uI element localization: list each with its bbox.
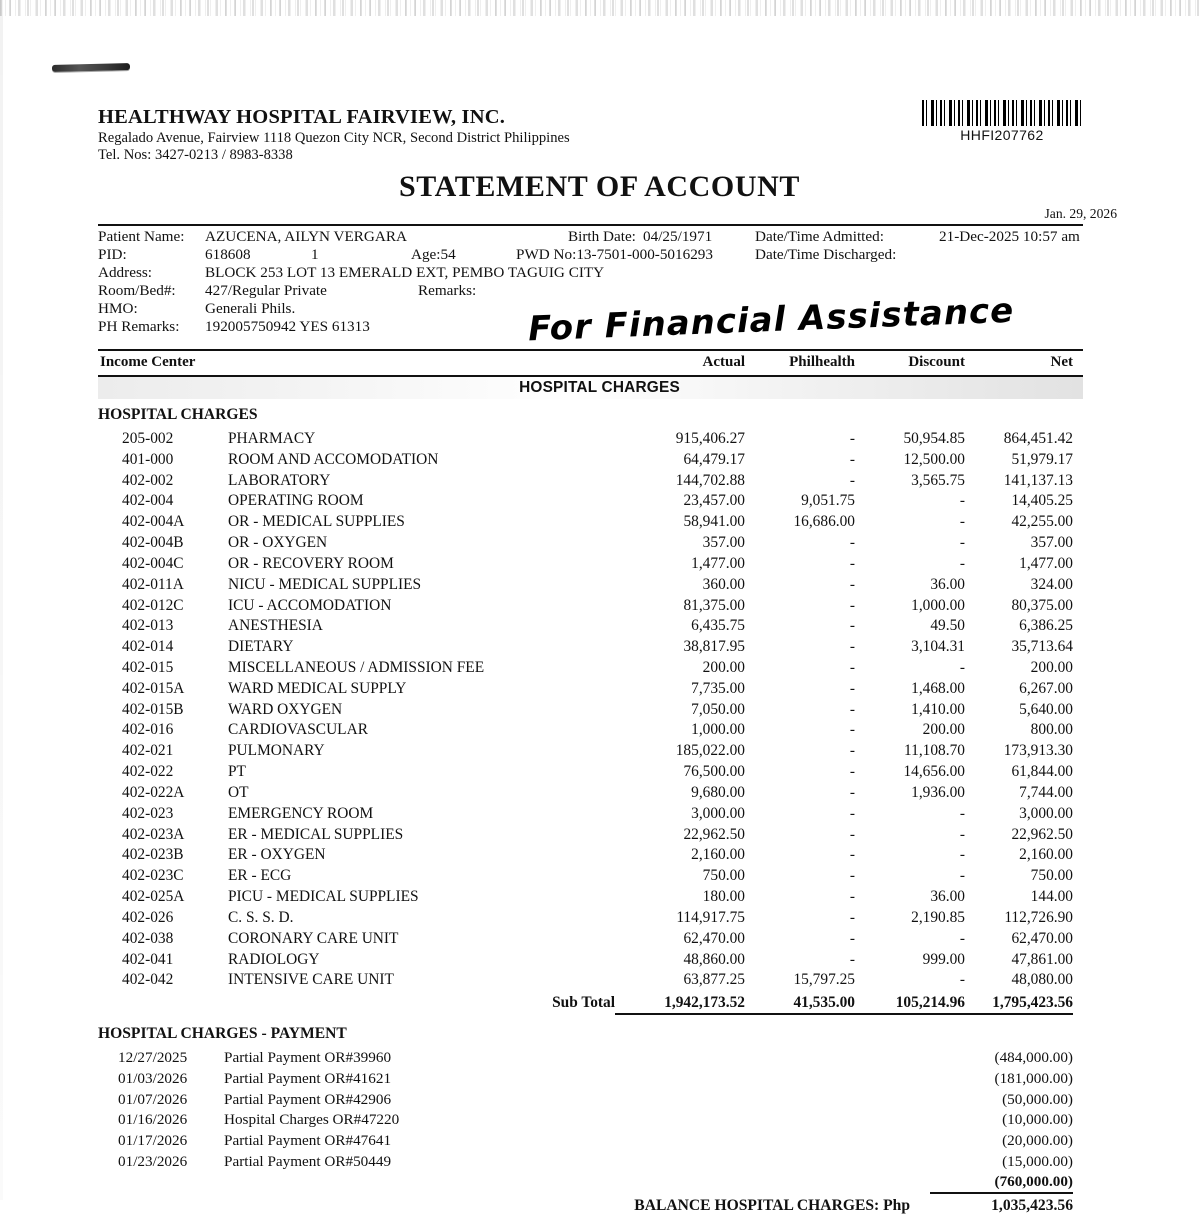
payment-date: 01/03/2026 [118, 1069, 188, 1087]
scan-smudge-artifact [52, 63, 130, 72]
barcode [922, 100, 1082, 143]
row-actual: 81,375.00 [683, 596, 745, 614]
table-row [0, 826, 1199, 847]
payment-date: 01/07/2026 [118, 1090, 188, 1108]
table-row [0, 763, 1199, 784]
row-actual: 915,406.27 [675, 430, 745, 447]
row-philhealth: - [849, 867, 855, 885]
table-row [0, 680, 1199, 701]
subtotal-label: Sub Total [552, 994, 615, 1012]
pid-suffix: 1 [311, 246, 319, 264]
row-description: OT [228, 783, 249, 801]
section-banner-label: HOSPITAL CHARGES [519, 379, 680, 396]
row-income-center-code: 402-022 [122, 763, 174, 781]
row-philhealth: - [849, 554, 855, 572]
row-net: 324.00 [1030, 575, 1073, 593]
pwd-number: PWD No:13-7501-000-5016293 [516, 246, 713, 264]
payment-amount: (20,000.00) [1002, 1131, 1073, 1149]
row-actual: 6,435.75 [691, 617, 745, 635]
table-row [0, 721, 1199, 742]
ph-remarks-value: 192005750942 YES 61313 [205, 318, 370, 336]
hmo-label: HMO: [98, 300, 138, 318]
row-income-center-code: 402-014 [122, 638, 174, 656]
row-philhealth: - [849, 825, 855, 843]
row-description: ICU - ACCOMODATION [228, 596, 392, 614]
row-income-center-code: 402-015B [122, 700, 184, 718]
row-description: PULMONARY [228, 742, 325, 760]
pid-value: 618608 [205, 246, 251, 264]
row-philhealth: - [849, 430, 855, 447]
payment-row [0, 1153, 1199, 1174]
row-actual: 23,457.00 [683, 492, 745, 510]
row-description: OR - MEDICAL SUPPLIES [228, 513, 405, 531]
row-discount: - [959, 971, 965, 989]
row-actual: 1,000.00 [691, 721, 745, 739]
discharged-label: Date/Time Discharged: [755, 246, 897, 264]
row-income-center-code: 402-012C [122, 596, 184, 614]
row-philhealth: - [849, 596, 855, 614]
row-actual: 22,962.50 [683, 825, 745, 843]
row-discount: 49.50 [930, 617, 965, 635]
row-net: 144.00 [1030, 888, 1073, 906]
payment-description: Partial Payment OR#47641 [224, 1131, 392, 1149]
row-net: 6,386.25 [1019, 617, 1073, 635]
hospital-charges-section-title: HOSPITAL CHARGES [98, 406, 258, 423]
row-income-center-code: 402-022A [122, 783, 185, 801]
hmo-value: Generali Phils. [205, 300, 296, 318]
row-net: 6,267.00 [1019, 679, 1073, 697]
row-philhealth: - [849, 721, 855, 739]
row-discount: 12,500.00 [903, 450, 965, 468]
row-description: ROOM AND ACCOMODATION [228, 450, 439, 468]
address-value: BLOCK 253 LOT 13 EMERALD EXT, PEMBO TAGUIG CITY [205, 264, 605, 282]
row-income-center-code: 402-004C [122, 554, 184, 572]
row-income-center-code: 205-002 [122, 430, 174, 447]
row-discount: - [959, 659, 965, 677]
row-net: 800.00 [1030, 721, 1073, 739]
subtotal-net: 1,795,423.56 [992, 994, 1073, 1012]
row-description: ER - OXYGEN [228, 846, 326, 864]
row-net: 35,713.64 [1011, 638, 1073, 656]
payment-amount: (10,000.00) [1002, 1111, 1073, 1129]
row-income-center-code: 402-025A [122, 888, 185, 906]
row-discount: 999.00 [922, 950, 965, 968]
row-description: OR - RECOVERY ROOM [228, 554, 394, 572]
row-net: 80,375.00 [1011, 596, 1073, 614]
table-row [0, 909, 1199, 930]
table-row [0, 513, 1199, 534]
row-discount: - [959, 846, 965, 864]
payments-total-rule [930, 1192, 1073, 1194]
row-discount: 3,104.31 [911, 638, 965, 656]
row-description: CARDIOVASCULAR [228, 721, 368, 739]
table-row [0, 742, 1199, 763]
table-row [0, 867, 1199, 888]
row-description: ER - MEDICAL SUPPLIES [228, 825, 404, 843]
info-bottom-rule [98, 349, 1083, 351]
row-description: WARD MEDICAL SUPPLY [228, 679, 407, 697]
address-row [98, 264, 1088, 282]
row-income-center-code: 402-021 [122, 742, 174, 760]
table-row [0, 805, 1199, 826]
balance-label: BALANCE HOSPITAL CHARGES: Php [634, 1197, 910, 1215]
row-actual: 38,817.95 [683, 638, 745, 656]
table-row [0, 888, 1199, 909]
row-actual: 360.00 [702, 575, 745, 593]
payment-date: 01/17/2026 [118, 1131, 188, 1149]
row-actual: 357.00 [702, 534, 745, 552]
row-philhealth: - [849, 846, 855, 864]
row-net: 864,451.42 [1003, 430, 1073, 447]
admitted-label: Date/Time Admitted: [755, 228, 884, 245]
row-income-center-code: 402-002 [122, 471, 174, 489]
row-actual: 1,477.00 [691, 554, 745, 572]
admitted-value: 21-Dec-2025 10:57 am [939, 228, 1080, 245]
row-description: PT [228, 763, 246, 781]
row-income-center-code: 401-000 [122, 450, 174, 468]
row-net: 2,160.00 [1019, 846, 1073, 864]
row-income-center-code: 402-004 [122, 492, 174, 510]
row-income-center-code: 402-023C [122, 867, 184, 885]
table-row [0, 472, 1199, 493]
row-net: 22,962.50 [1011, 825, 1073, 843]
payment-description: Partial Payment OR#41621 [224, 1069, 392, 1087]
table-row [0, 555, 1199, 576]
subtotal-rule [615, 1013, 1073, 1015]
handwritten-annotation: For Financial Assistance [527, 290, 1015, 350]
row-income-center-code: 402-004A [122, 513, 185, 531]
row-description: CORONARY CARE UNIT [228, 929, 399, 947]
row-discount: - [959, 804, 965, 822]
row-philhealth: 9,051.75 [801, 492, 855, 510]
row-discount: - [959, 492, 965, 510]
payment-row [0, 1049, 1199, 1070]
row-income-center-code: 402-016 [122, 721, 174, 739]
ph-remarks-label: PH Remarks: [98, 318, 180, 336]
patient-name-row [98, 228, 1088, 246]
row-actual: 750.00 [702, 867, 745, 885]
row-description: PICU - MEDICAL SUPPLIES [228, 888, 419, 906]
row-discount: 2,190.85 [911, 908, 965, 926]
table-row [0, 846, 1199, 867]
scan-speckle-artifact [0, 0, 1199, 16]
payment-row [0, 1132, 1199, 1153]
row-income-center-code: 402-023A [122, 825, 185, 843]
row-income-center-code: 402-023B [122, 846, 184, 864]
row-philhealth: - [849, 679, 855, 697]
table-row [0, 451, 1199, 472]
row-income-center-code: 402-041 [122, 950, 174, 968]
subtotal-actual: 1,942,173.52 [664, 994, 745, 1012]
payment-amount: (15,000.00) [1002, 1152, 1073, 1170]
table-row [0, 659, 1199, 680]
column-header-net: Net [1050, 354, 1073, 370]
row-income-center-code: 402-038 [122, 929, 174, 947]
age-value: Age:54 [411, 246, 456, 264]
table-row [0, 638, 1199, 659]
row-philhealth: - [849, 742, 855, 760]
row-description: WARD OXYGEN [228, 700, 343, 718]
row-description: C. S. S. D. [228, 908, 294, 926]
table-row [0, 617, 1199, 638]
row-discount: 1,936.00 [911, 783, 965, 801]
row-discount: - [959, 554, 965, 572]
column-header-actual: Actual [702, 354, 745, 370]
row-philhealth: - [849, 804, 855, 822]
row-discount: - [959, 867, 965, 885]
row-discount: 11,108.70 [904, 742, 965, 760]
row-discount: - [959, 825, 965, 843]
payment-amount: (484,000.00) [994, 1049, 1073, 1067]
row-net: 357.00 [1030, 534, 1073, 552]
payment-description: Hospital Charges OR#47220 [224, 1111, 400, 1129]
row-discount: 1,000.00 [911, 596, 965, 614]
row-actual: 9,680.00 [691, 783, 745, 801]
row-discount: - [959, 534, 965, 552]
patient-name-value: AZUCENA, AILYN VERGARA [205, 228, 407, 245]
room-bed-label: Room/Bed#: [98, 282, 176, 300]
page-title: STATEMENT OF ACCOUNT [399, 170, 800, 203]
row-philhealth: - [849, 888, 855, 906]
row-actual: 62,470.00 [683, 929, 745, 947]
row-philhealth: - [849, 783, 855, 801]
row-philhealth: - [849, 950, 855, 968]
row-description: EMERGENCY ROOM [228, 804, 374, 822]
row-actual: 76,500.00 [683, 763, 745, 781]
row-income-center-code: 402-015 [122, 659, 174, 677]
table-row [0, 784, 1199, 805]
row-income-center-code: 402-026 [122, 908, 174, 926]
row-actual: 2,160.00 [691, 846, 745, 864]
row-actual: 185,022.00 [675, 742, 745, 760]
row-actual: 48,860.00 [683, 950, 745, 968]
hospital-address: Regalado Avenue, Fairview 1118 Quezon City NCR, Second District Philippines [98, 130, 570, 146]
row-actual: 64,479.17 [683, 450, 745, 468]
row-net: 200.00 [1030, 659, 1073, 677]
row-description: ER - ECG [228, 867, 292, 885]
row-actual: 3,000.00 [691, 804, 745, 822]
payment-date: 12/27/2025 [118, 1049, 188, 1067]
balance-value: 1,035,423.56 [991, 1197, 1073, 1215]
column-header-income-center: Income Center [100, 354, 196, 370]
row-actual: 114,917.75 [676, 908, 745, 926]
row-philhealth: - [849, 700, 855, 718]
payment-row [0, 1111, 1199, 1132]
subtotal-discount: 105,214.96 [895, 994, 965, 1012]
birth-date-label: Birth Date: [568, 228, 636, 245]
row-philhealth: 15,797.25 [793, 971, 855, 989]
row-discount: 36.00 [930, 888, 965, 906]
remarks-label: Remarks: [418, 282, 477, 300]
row-actual: 180.00 [702, 888, 745, 906]
row-actual: 7,050.00 [691, 700, 745, 718]
payment-description: Partial Payment OR#39960 [224, 1049, 392, 1067]
row-income-center-code: 402-011A [122, 575, 184, 593]
row-philhealth: - [849, 763, 855, 781]
row-description: PHARMACY [228, 430, 316, 447]
row-net: 750.00 [1030, 867, 1073, 885]
row-net: 173,913.30 [1003, 742, 1073, 760]
row-net: 42,255.00 [1011, 513, 1073, 531]
payment-date: 01/16/2026 [118, 1111, 188, 1129]
row-discount: 3,565.75 [911, 471, 965, 489]
table-row [0, 430, 1199, 451]
row-net: 141,137.13 [1003, 471, 1073, 489]
row-philhealth: - [849, 471, 855, 489]
row-actual: 144,702.88 [675, 471, 745, 489]
row-discount: 1,468.00 [911, 679, 965, 697]
row-net: 3,000.00 [1019, 804, 1073, 822]
row-discount: - [959, 929, 965, 947]
table-row [0, 701, 1199, 722]
row-description: OPERATING ROOM [228, 492, 364, 510]
row-discount: - [959, 513, 965, 531]
row-net: 62,470.00 [1011, 929, 1073, 947]
payments-section-title: HOSPITAL CHARGES - PAYMENT [98, 1025, 347, 1043]
statement-date: Jan. 29, 2026 [1044, 206, 1117, 221]
row-discount: 14,656.00 [903, 763, 965, 781]
row-philhealth: - [849, 638, 855, 656]
hospital-telephone: Tel. Nos: 3427-0213 / 8983-8338 [98, 147, 293, 163]
row-income-center-code: 402-013 [122, 617, 174, 635]
row-discount: 200.00 [922, 721, 965, 739]
payment-amount: (50,000.00) [1002, 1090, 1073, 1108]
table-row [0, 534, 1199, 555]
row-philhealth: - [849, 929, 855, 947]
row-philhealth: - [849, 617, 855, 635]
row-discount: 50,954.85 [903, 430, 965, 447]
row-net: 5,640.00 [1019, 700, 1073, 718]
payment-date: 01/23/2026 [118, 1152, 188, 1170]
row-net: 14,405.25 [1011, 492, 1073, 510]
row-description: RADIOLOGY [228, 950, 320, 968]
row-philhealth: - [849, 659, 855, 677]
info-top-rule [98, 224, 1083, 226]
pid-label: PID: [98, 246, 127, 264]
column-header-philhealth: Philhealth [789, 354, 855, 370]
table-row [0, 951, 1199, 972]
row-description: LABORATORY [228, 471, 331, 489]
row-description: INTENSIVE CARE UNIT [228, 971, 394, 989]
row-description: DIETARY [228, 638, 294, 656]
row-net: 61,844.00 [1011, 763, 1073, 781]
table-row [0, 597, 1199, 618]
row-net: 1,477.00 [1019, 554, 1073, 572]
row-income-center-code: 402-015A [122, 679, 185, 697]
row-actual: 63,877.25 [683, 971, 745, 989]
address-label: Address: [98, 264, 152, 282]
row-discount: 36.00 [930, 575, 965, 593]
row-philhealth: - [849, 575, 855, 593]
subtotal-philhealth: 41,535.00 [793, 994, 855, 1012]
row-philhealth: - [849, 908, 855, 926]
pid-row [98, 246, 1088, 264]
row-net: 48,080.00 [1011, 971, 1073, 989]
row-philhealth: - [849, 450, 855, 468]
row-description: ANESTHESIA [228, 617, 323, 635]
row-income-center-code: 402-042 [122, 971, 174, 989]
table-row [0, 930, 1199, 951]
payment-row [0, 1070, 1199, 1091]
row-philhealth: 16,686.00 [793, 513, 855, 531]
row-actual: 58,941.00 [683, 513, 745, 531]
row-income-center-code: 402-004B [122, 534, 184, 552]
table-row [0, 492, 1199, 513]
row-net: 51,979.17 [1011, 450, 1073, 468]
row-net: 112,726.90 [1004, 908, 1073, 926]
payment-description: Partial Payment OR#42906 [224, 1090, 392, 1108]
table-row [0, 576, 1199, 597]
row-actual: 200.00 [702, 659, 745, 677]
payment-row [0, 1091, 1199, 1112]
patient-name-label: Patient Name: [98, 228, 185, 245]
table-row [0, 971, 1199, 992]
row-description: OR - OXYGEN [228, 534, 328, 552]
row-discount: 1,410.00 [911, 700, 965, 718]
column-header-discount: Discount [908, 354, 965, 370]
row-description: NICU - MEDICAL SUPPLIES [228, 575, 422, 593]
payments-total: (760,000.00) [994, 1173, 1073, 1191]
row-philhealth: - [849, 534, 855, 552]
payment-description: Partial Payment OR#50449 [224, 1152, 392, 1170]
row-description: MISCELLANEOUS / ADMISSION FEE [228, 659, 485, 677]
payment-amount: (181,000.00) [994, 1069, 1073, 1087]
barcode-icon [922, 100, 1082, 126]
row-actual: 7,735.00 [691, 679, 745, 697]
birth-date-value: 04/25/1971 [643, 228, 713, 245]
hospital-name: HEALTHWAY HOSPITAL FAIRVIEW, INC. [98, 106, 506, 128]
row-income-center-code: 402-023 [122, 804, 174, 822]
room-bed-value: 427/Regular Private [205, 282, 327, 300]
row-net: 7,744.00 [1019, 783, 1073, 801]
barcode-label: HHFI207762 [960, 127, 1044, 143]
row-net: 47,861.00 [1011, 950, 1073, 968]
subtotal-row [0, 994, 1199, 1015]
